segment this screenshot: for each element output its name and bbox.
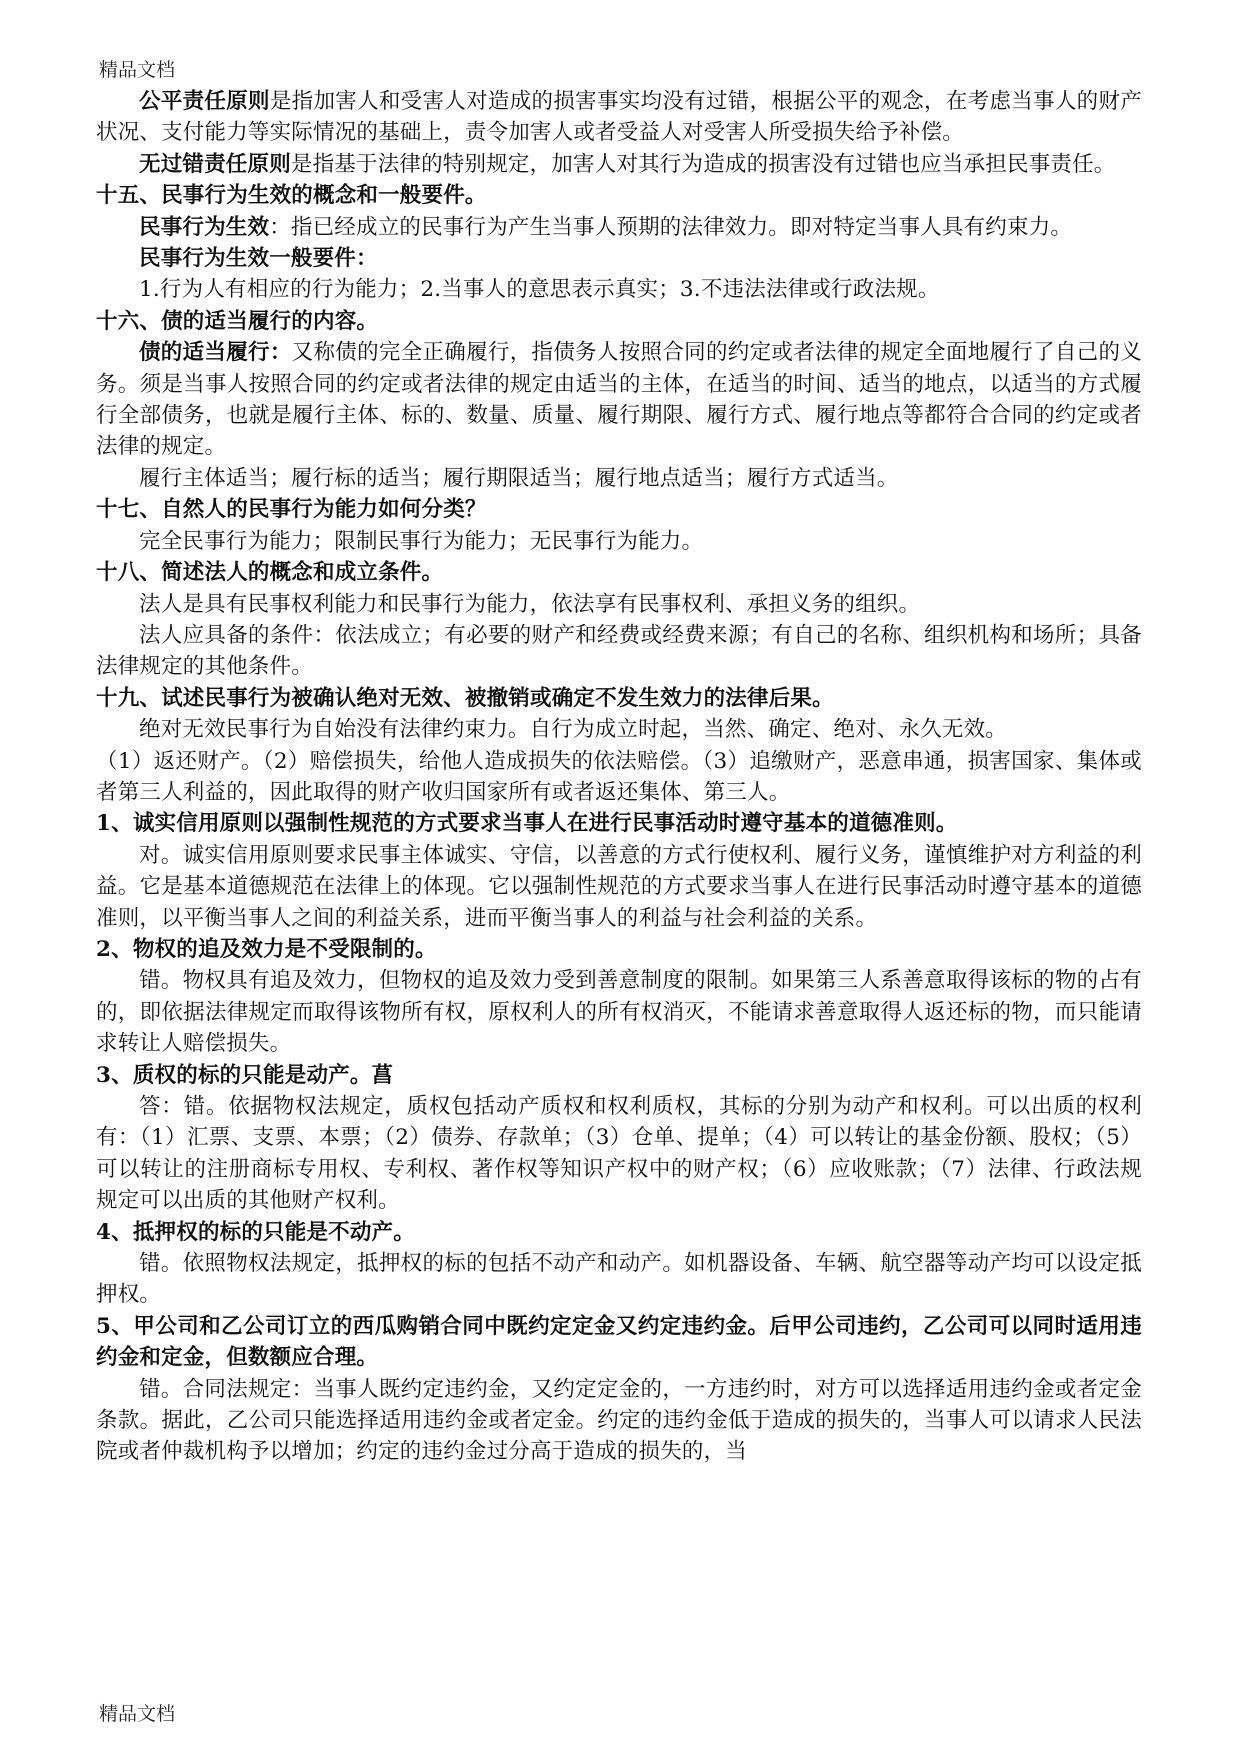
paragraph bbox=[96, 212, 1142, 243]
paragraph: 完全民事行为能力；限制民事行为能力；无民事行为能力。 bbox=[139, 528, 704, 554]
footer-watermark-text: 精品文档 bbox=[99, 1703, 176, 1725]
paragraph: 答：错。依据物权法规定，质权包括动产质权和权利质权，其标的分别为动产和权利。可以出质的权利有：（1）汇票、支票、本票；（2）债券、存款单；（3）仓单、提单；（4）可以转让的基金份额、股权；（5）可以转让的注册商标专用权、专利权、著作权等知识产权中的财产权；（6）应收账款；（7）法律、行政法规规定可以出质的其他财产权利。 bbox=[96, 1094, 1142, 1214]
paragraph: 错。合同法规定：当事人既约定违约金，又约定定金的，一方违约时，对方可以选择适用违约金或者定金条款。据此，乙公司只能选择适用违约金或者定金。约定的违约金低于造成的损失的，当事人可以请求人民法院或者仲裁机构予以增加；约定的违约金过分高于造成的损失的，当 bbox=[96, 1376, 1142, 1465]
section-heading: 2、物权的追及效力是不受限制的。 bbox=[96, 936, 437, 962]
section-heading: 5、甲公司和乙公司订立的西瓜购销合同中既约定定金又约定违约金。后甲公司违约，乙公司可以同时适用违约金和定金，但数额应合理。 bbox=[96, 1313, 1142, 1371]
paragraph: 对。诚实信用原则要求民事主体诚实、守信，以善意的方式行使权利、履行义务，谨慎维护对方利益的利益。它是基本道德规范在法律上的体现。它以强制性规范的方式要求当事人在进行民事活动时遵守基本的道德准则，以平衡当事人之间的利益关系，进而平衡当事人的利益与社会利益的关系。 bbox=[96, 842, 1142, 931]
term-bold: 无过错责任原则 bbox=[139, 151, 291, 177]
paragraph: 履行主体适当；履行标的适当；履行期限适当；履行地点适当；履行方式适当。 bbox=[139, 465, 899, 491]
paragraph bbox=[96, 86, 1142, 149]
section-heading: 1、诚实信用原则以强制性规范的方式要求当事人在进行民事活动时遵守基本的道德准则。 bbox=[96, 811, 958, 837]
section-heading: 十六、债的适当履行的内容。 bbox=[96, 308, 379, 334]
paragraph: 法人应具备的条件：依法成立；有必要的财产和经费或经费来源；有自己的名称、组织机构和场所；具备法律规定的其他条件。 bbox=[96, 622, 1142, 680]
paragraph: 法人是具有民事权利能力和民事行为能力，依法享有民事权利、承担义务的组织。 bbox=[139, 591, 921, 617]
section-heading: 十九、试述民事行为被确认绝对无效、被撤销或确定不发生效力的法律后果。 bbox=[96, 685, 834, 711]
paragraph-text: 是指基于法律的特别规定，加害人对其行为造成的损害没有过错也应当承担民事责任。 bbox=[290, 151, 1116, 177]
section-heading: 3、质权的标的只能是动产。菖 bbox=[96, 1062, 394, 1088]
section-heading: 十八、简述法人的概念和成立条件。 bbox=[96, 560, 444, 586]
section-heading: 十七、自然人的民事行为能力如何分类？ bbox=[96, 497, 487, 523]
section-heading: 4、抵押权的标的只能是不动产。 bbox=[96, 1219, 415, 1245]
section-heading: 十五、民事行为生效的概念和一般要件。 bbox=[96, 183, 487, 209]
header-watermark-text: 精品文档 bbox=[99, 59, 176, 81]
paragraph-text: ：指已经成立的民事行为产生当事人预期的法律效力。即对特定当事人具有约束力。 bbox=[269, 214, 1073, 240]
paragraph bbox=[96, 243, 1142, 274]
paragraph-text: 又称债的完全正确履行，指债务人按照合同的约定或者法律的规定全面地履行了自己的义务。须是当事人按照合同的约定或者法律的规定由适当的主体，在适当的时间、适当的地点，以适当的方式履行全部债务，也就是履行主体、标的、数量、质量、履行期限、履行方式、履行地点等都符合合同的约定或者法律的规定。 bbox=[96, 340, 1142, 460]
paragraph: 1.行为人有相应的行为能力；2.当事人的意思表示真实；3.不违法法律或行政法规。 bbox=[139, 277, 940, 303]
paragraph: 绝对无效民事行为自始没有法律约束力。自行为成立时起，当然、确定、绝对、永久无效。 bbox=[139, 717, 1008, 743]
paragraph bbox=[96, 337, 1142, 463]
paragraph-text: 是指加害人和受害人对造成的损害事实均没有过错，根据公平的观念，在考虑当事人的财产状况、支付能力等实际情况的基础上，责令加害人或者受益人对受害人所受损失给予补偿。 bbox=[96, 89, 1142, 146]
paragraph: 错。物权具有追及效力，但物权的追及效力受到善意制度的限制。如果第三人系善意取得该标的物的占有的，即依据法律规定而取得该物所有权，原权利人的所有权消灭，不能请求善意取得人返还标的物，而只能请求转让人赔偿损失。 bbox=[96, 968, 1142, 1057]
term-bold: 民事行为生效 bbox=[139, 214, 270, 240]
paragraph: （1）返还财产。（2）赔偿损失，给他人造成损失的依法赔偿。（3）追缴财产，恶意串通，损害国家、集体或者第三人利益的，因此取得的财产收归国家所有或者返还集体、第三人。 bbox=[96, 748, 1142, 805]
paragraph: 错。依照物权法规定，抵押权的标的包括不动产和动产。如机器设备、车辆、航空器等动产均可以设定抵押权。 bbox=[96, 1251, 1142, 1308]
term-bold: 公平责任原则 bbox=[139, 89, 270, 114]
term-bold: 民事行为生效一般要件： bbox=[139, 246, 378, 272]
term-bold: 债的适当履行： bbox=[139, 340, 292, 366]
paragraph bbox=[96, 149, 1142, 180]
document-body bbox=[96, 86, 1142, 1468]
